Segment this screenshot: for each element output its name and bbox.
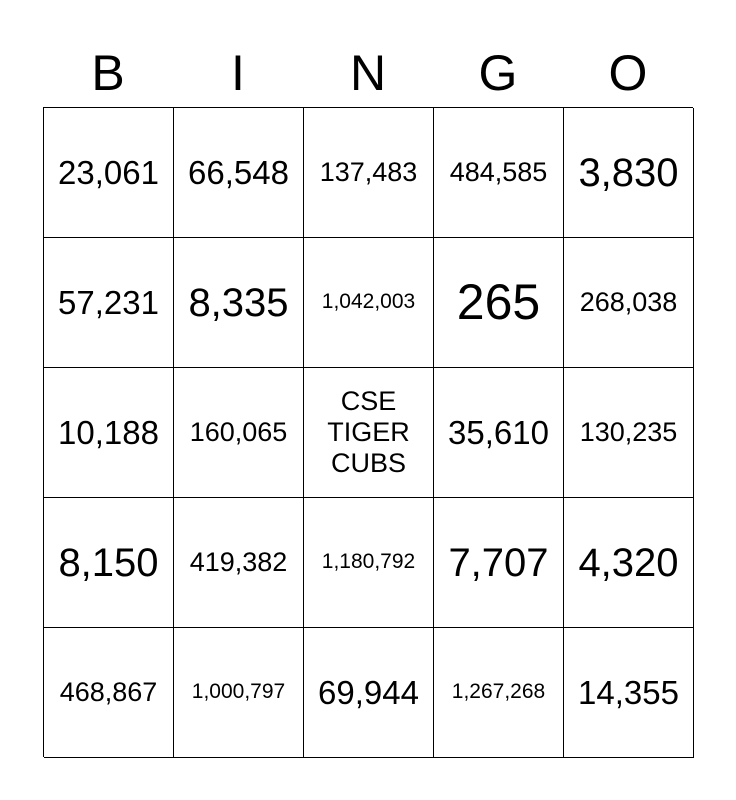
bingo-cell: 4,320 xyxy=(564,498,694,628)
header-letter-b: B xyxy=(91,45,125,101)
bingo-cell: 137,483 xyxy=(304,108,434,238)
bingo-cell: 1,000,797 xyxy=(174,628,304,758)
bingo-cell: 1,180,792 xyxy=(304,498,434,628)
bingo-board xyxy=(43,107,693,757)
bingo-cell: 419,382 xyxy=(174,498,304,628)
bingo-cell: 35,610 xyxy=(434,368,564,498)
bingo-cell: 57,231 xyxy=(44,238,174,368)
header-letter-g: G xyxy=(478,45,518,101)
bingo-cell: 160,065 xyxy=(174,368,304,498)
bingo-cell: 23,061 xyxy=(44,108,174,238)
bingo-cell: 66,548 xyxy=(174,108,304,238)
bingo-cell: 1,042,003 xyxy=(304,238,434,368)
bingo-cell: 268,038 xyxy=(564,238,694,368)
bingo-cell: 1,267,268 xyxy=(434,628,564,758)
header-letter-i: I xyxy=(231,45,245,101)
header-letter-n: N xyxy=(349,45,387,101)
bingo-cell: 468,867 xyxy=(44,628,174,758)
bingo-cell: 14,355 xyxy=(564,628,694,758)
header-letter-o: O xyxy=(608,45,648,101)
bingo-cell: 69,944 xyxy=(304,628,434,758)
bingo-header xyxy=(43,40,693,106)
bingo-cell: 8,150 xyxy=(44,498,174,628)
bingo-cell: 7,707 xyxy=(434,498,564,628)
bingo-cell: 8,335 xyxy=(174,238,304,368)
bingo-cell: 484,585 xyxy=(434,108,564,238)
bingo-cell: 130,235 xyxy=(564,368,694,498)
bingo-cell: 3,830 xyxy=(564,108,694,238)
free-space-cell: CSE TIGER CUBS xyxy=(304,368,434,498)
bingo-cell: 265 xyxy=(434,238,564,368)
bingo-cell: 10,188 xyxy=(44,368,174,498)
